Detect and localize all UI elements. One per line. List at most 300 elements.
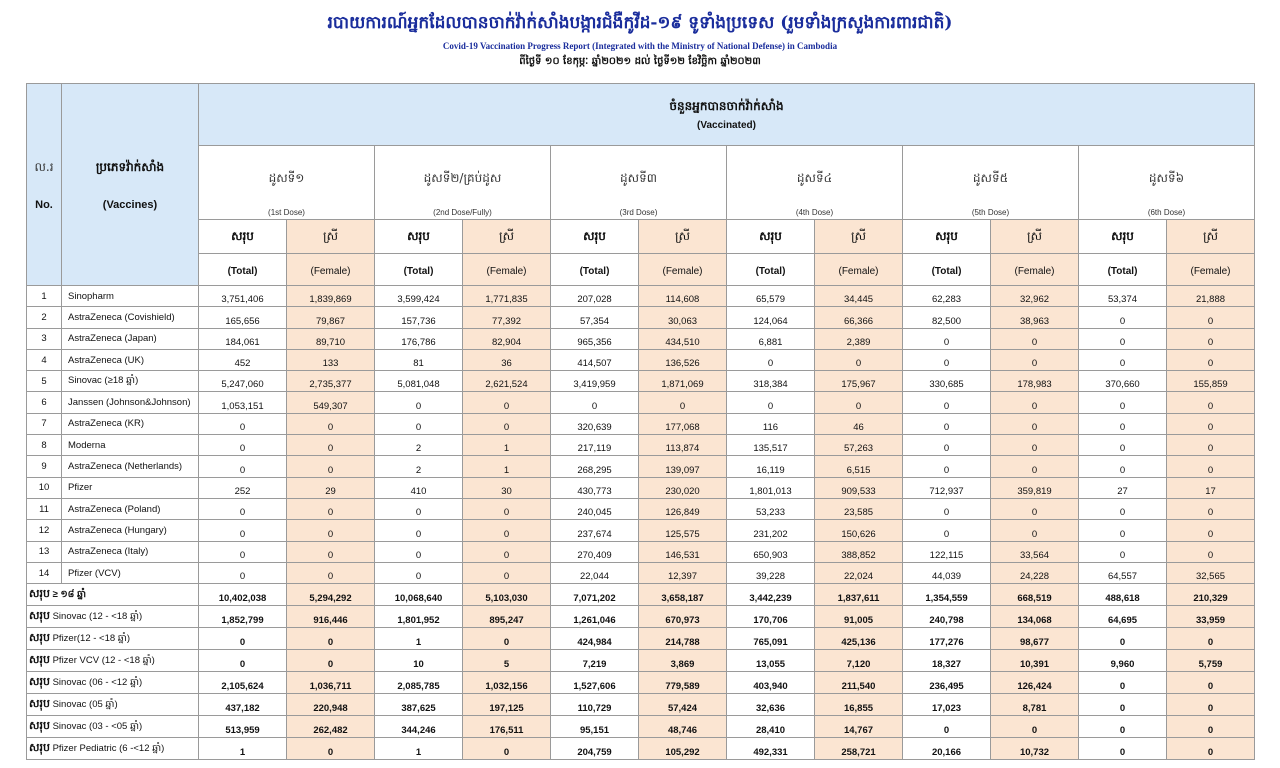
cell-value: 0 — [639, 392, 727, 413]
dose-5-total-header-en — [903, 254, 991, 286]
cell-value: 22,044 — [551, 562, 639, 583]
cell-value: 214,788 — [639, 628, 727, 650]
dose-5-kh: ដូសទី៥ — [972, 171, 1009, 185]
cell-value: 916,446 — [287, 606, 375, 628]
row-number: 6 — [27, 392, 62, 413]
row-number: 7 — [27, 413, 62, 434]
row-number: 4 — [27, 349, 62, 370]
table-row — [27, 541, 1255, 562]
total-label-kh: សរុប — [1111, 229, 1134, 243]
dose-5-total-header-kh — [903, 220, 991, 254]
summary-row — [27, 584, 1255, 606]
total-label-kh: សរុប — [583, 229, 606, 243]
total-label-en: (Total) — [1107, 265, 1138, 277]
cell-value: 0 — [1079, 694, 1167, 716]
cell-value: 184,061 — [199, 328, 287, 349]
cell-value: 0 — [1079, 716, 1167, 738]
cell-value: 965,356 — [551, 328, 639, 349]
vaccines-header-en: (Vaccines) — [102, 198, 158, 211]
cell-value: 1,852,799 — [199, 606, 287, 628]
cell-value: 1 — [463, 435, 551, 456]
cell-value: 10,068,640 — [375, 584, 463, 606]
cell-value: 2 — [375, 456, 463, 477]
dose-1-total-header-en — [199, 254, 287, 286]
report-title-khmer: របាយការណ៍អ្នកដែលបានចាក់វ៉ាក់សាំងបង្ការជំងឺកូវីដ-១៩ ទូទាំងប្រទេស (រួមទាំងក្រសួងការពារជាតិ) — [327, 13, 953, 33]
cell-value: 32,962 — [991, 286, 1079, 307]
vaccine-name: AstraZeneca (Hungary) — [62, 520, 199, 541]
summary-name: Pfizer VCV (12 - <18 ឆ្នាំ) — [52, 654, 155, 666]
cell-value: 252 — [199, 477, 287, 498]
vaccine-name: AstraZeneca (Japan) — [62, 328, 199, 349]
cell-value: 14,767 — [815, 716, 903, 738]
cell-value: 0 — [287, 562, 375, 583]
cell-value: 268,295 — [551, 456, 639, 477]
vaccinated-header-en: (Vaccinated) — [697, 120, 756, 131]
cell-value: 5 — [463, 650, 551, 672]
total-label-kh: សរុប — [407, 229, 430, 243]
cell-value: 177,068 — [639, 413, 727, 434]
summary-total-kh: សរុប — [29, 586, 50, 600]
table-row — [27, 328, 1255, 349]
vaccinated-header-kh: ចំនួនអ្នកបានចាក់វ៉ាក់សាំង — [669, 99, 784, 113]
cell-value: 0 — [463, 498, 551, 519]
row-number: 1 — [27, 286, 62, 307]
female-label-en: (Female) — [662, 265, 703, 277]
cell-value: 240,045 — [551, 498, 639, 519]
report-title-english: Covid-19 Vaccination Progress Report (Integrated with the Ministry of National Defense) in Cambodia — [442, 41, 838, 51]
cell-value: 220,948 — [287, 694, 375, 716]
cell-value: 176,786 — [375, 328, 463, 349]
cell-value: 0 — [1167, 307, 1255, 328]
cell-value: 434,510 — [639, 328, 727, 349]
summary-total-kh: សរុប — [29, 740, 50, 754]
cell-value: 36 — [463, 349, 551, 370]
dose-3-en: (3rd Dose) — [619, 208, 658, 217]
cell-value: 30 — [463, 477, 551, 498]
cell-value: 197,125 — [463, 694, 551, 716]
cell-value: 0 — [1167, 672, 1255, 694]
cell-value: 0 — [551, 392, 639, 413]
cell-value: 89,710 — [287, 328, 375, 349]
cell-value: 1,527,606 — [551, 672, 639, 694]
no-header — [27, 84, 62, 286]
summary-label — [27, 584, 199, 606]
cell-value: 0 — [1079, 435, 1167, 456]
cell-value: 0 — [287, 456, 375, 477]
cell-value: 0 — [903, 392, 991, 413]
dose-4-total-header-kh — [727, 220, 815, 254]
cell-value: 909,533 — [815, 477, 903, 498]
summary-label — [27, 606, 199, 628]
cell-value: 0 — [1167, 738, 1255, 760]
female-label-kh: ស្រី — [499, 229, 514, 243]
cell-value: 230,020 — [639, 477, 727, 498]
cell-value: 178,983 — [991, 371, 1079, 392]
cell-value: 0 — [287, 413, 375, 434]
cell-value: 29 — [287, 477, 375, 498]
cell-value: 1,354,559 — [903, 584, 991, 606]
cell-value: 150,626 — [815, 520, 903, 541]
cell-value: 0 — [903, 328, 991, 349]
cell-value: 240,798 — [903, 606, 991, 628]
vaccine-name: Janssen (Johnson&Johnson) — [62, 392, 199, 413]
cell-value: 0 — [287, 520, 375, 541]
cell-value: 513,959 — [199, 716, 287, 738]
cell-value: 237,674 — [551, 520, 639, 541]
summary-name: Pfizer Pediatric (6 -<12 ឆ្នាំ) — [52, 742, 165, 754]
row-number: 9 — [27, 456, 62, 477]
cell-value: 0 — [991, 456, 1079, 477]
cell-value: 7,071,202 — [551, 584, 639, 606]
cell-value: 0 — [1079, 349, 1167, 370]
cell-value: 53,374 — [1079, 286, 1167, 307]
summary-total-kh: សរុប — [29, 674, 50, 688]
row-number: 12 — [27, 520, 62, 541]
dose-3-header — [551, 146, 727, 220]
total-label-en: (Total) — [931, 265, 962, 277]
table-row — [27, 286, 1255, 307]
cell-value: 0 — [199, 413, 287, 434]
cell-value: 9,960 — [1079, 650, 1167, 672]
cell-value: 0 — [1079, 628, 1167, 650]
cell-value: 0 — [1079, 307, 1167, 328]
row-number: 5 — [27, 371, 62, 392]
vaccine-name: AstraZeneca (Covishield) — [62, 307, 199, 328]
dose-4-female-header-kh — [815, 220, 903, 254]
cell-value: 5,081,048 — [375, 371, 463, 392]
cell-value: 81 — [375, 349, 463, 370]
cell-value: 0 — [815, 349, 903, 370]
cell-value: 0 — [903, 413, 991, 434]
vaccine-name: AstraZeneca (KR) — [62, 413, 199, 434]
dose-2-header — [375, 146, 551, 220]
cell-value: 430,773 — [551, 477, 639, 498]
cell-value: 3,869 — [639, 650, 727, 672]
cell-value: 0 — [903, 349, 991, 370]
cell-value: 0 — [199, 628, 287, 650]
cell-value: 32,565 — [1167, 562, 1255, 583]
cell-value: 146,531 — [639, 541, 727, 562]
subheader-en-row — [27, 254, 1255, 286]
no-header-en: No. — [35, 198, 53, 211]
cell-value: 0 — [991, 413, 1079, 434]
cell-value: 27 — [1079, 477, 1167, 498]
cell-value: 136,526 — [639, 349, 727, 370]
cell-value: 0 — [463, 562, 551, 583]
cell-value: 176,511 — [463, 716, 551, 738]
cell-value: 79,867 — [287, 307, 375, 328]
no-header-kh: ល.រ — [34, 159, 54, 174]
cell-value: 1,837,611 — [815, 584, 903, 606]
summary-label — [27, 738, 199, 760]
table-row — [27, 413, 1255, 434]
cell-value: 0 — [991, 328, 1079, 349]
cell-value: 2,735,377 — [287, 371, 375, 392]
cell-value: 1 — [375, 628, 463, 650]
cell-value: 5,247,060 — [199, 371, 287, 392]
cell-value: 0 — [199, 562, 287, 583]
cell-value: 2,621,524 — [463, 371, 551, 392]
cell-value: 6,881 — [727, 328, 815, 349]
dose-5-female-header-kh — [991, 220, 1079, 254]
dose-2-total-header-en — [375, 254, 463, 286]
cell-value: 211,540 — [815, 672, 903, 694]
vaccine-name: AstraZeneca (UK) — [62, 349, 199, 370]
summary-row — [27, 694, 1255, 716]
dose-4-kh: ដូសទី៤ — [796, 171, 833, 185]
cell-value: 670,973 — [639, 606, 727, 628]
cell-value: 0 — [463, 413, 551, 434]
cell-value: 0 — [1167, 456, 1255, 477]
table-row — [27, 371, 1255, 392]
cell-value: 38,963 — [991, 307, 1079, 328]
cell-value: 0 — [1167, 694, 1255, 716]
cell-value: 0 — [1167, 541, 1255, 562]
cell-value: 57,424 — [639, 694, 727, 716]
summary-row — [27, 716, 1255, 738]
cell-value: 157,736 — [375, 307, 463, 328]
cell-value: 258,721 — [815, 738, 903, 760]
cell-value: 0 — [287, 541, 375, 562]
cell-value: 2 — [375, 435, 463, 456]
cell-value: 165,656 — [199, 307, 287, 328]
vaccination-table — [26, 83, 1255, 760]
cell-value: 231,202 — [727, 520, 815, 541]
dose-5-header — [903, 146, 1079, 220]
cell-value: 33,959 — [1167, 606, 1255, 628]
summary-name: Sinovac (03 - <05 ឆ្នាំ) — [52, 720, 143, 732]
cell-value: 895,247 — [463, 606, 551, 628]
cell-value: 53,233 — [727, 498, 815, 519]
cell-value: 320,639 — [551, 413, 639, 434]
cell-value: 0 — [991, 716, 1079, 738]
report-header — [0, 0, 1280, 80]
cell-value: 116 — [727, 413, 815, 434]
cell-value: 133 — [287, 349, 375, 370]
total-label-en: (Total) — [227, 265, 258, 277]
cell-value: 403,940 — [727, 672, 815, 694]
cell-value: 1,053,151 — [199, 392, 287, 413]
table-body — [27, 286, 1255, 760]
summary-row — [27, 738, 1255, 760]
cell-value: 5,759 — [1167, 650, 1255, 672]
cell-value: 414,507 — [551, 349, 639, 370]
cell-value: 5,294,292 — [287, 584, 375, 606]
summary-row — [27, 650, 1255, 672]
cell-value: 10 — [375, 650, 463, 672]
cell-value: 0 — [1079, 520, 1167, 541]
cell-value: 0 — [903, 498, 991, 519]
cell-value: 0 — [463, 520, 551, 541]
cell-value: 0 — [287, 738, 375, 760]
female-label-kh: ស្រី — [323, 229, 338, 243]
cell-value: 23,585 — [815, 498, 903, 519]
report-date-range: ពីថ្ងៃទី ១០ ខែកុម្ភៈ ឆ្នាំ២០២១ ដល់ ថ្ងៃទី១២ ខែវិច្ឆិកា ឆ្នាំ២០២៣ — [519, 56, 761, 67]
cell-value: 0 — [199, 498, 287, 519]
dose-5-female-header-en — [991, 254, 1079, 286]
cell-value: 2,389 — [815, 328, 903, 349]
cell-value: 0 — [991, 520, 1079, 541]
table-row — [27, 349, 1255, 370]
cell-value: 139,097 — [639, 456, 727, 477]
cell-value: 57,354 — [551, 307, 639, 328]
cell-value: 46 — [815, 413, 903, 434]
cell-value: 0 — [1167, 392, 1255, 413]
cell-value: 30,063 — [639, 307, 727, 328]
summary-row — [27, 672, 1255, 694]
cell-value: 39,228 — [727, 562, 815, 583]
cell-value: 126,849 — [639, 498, 727, 519]
summary-row — [27, 606, 1255, 628]
cell-value: 712,937 — [903, 477, 991, 498]
summary-label — [27, 694, 199, 716]
vaccine-name: Pfizer (VCV) — [62, 562, 199, 583]
cell-value: 0 — [463, 628, 551, 650]
total-label-en: (Total) — [403, 265, 434, 277]
cell-value: 175,967 — [815, 371, 903, 392]
female-label-en: (Female) — [486, 265, 527, 277]
summary-label — [27, 650, 199, 672]
cell-value: 62,283 — [903, 286, 991, 307]
cell-value: 0 — [1167, 328, 1255, 349]
cell-value: 1,839,869 — [287, 286, 375, 307]
cell-value: 0 — [903, 435, 991, 456]
summary-total-kh: សរុប — [29, 652, 50, 666]
cell-value: 650,903 — [727, 541, 815, 562]
cell-value: 1,032,156 — [463, 672, 551, 694]
cell-value: 170,706 — [727, 606, 815, 628]
table-row — [27, 392, 1255, 413]
cell-value: 10,391 — [991, 650, 1079, 672]
summary-name: ≥ ១៨ ឆ្នាំ — [52, 588, 87, 600]
vaccines-header-kh: ប្រភេទវ៉ាក់សាំង — [95, 159, 165, 174]
cell-value: 207,028 — [551, 286, 639, 307]
cell-value: 0 — [1079, 392, 1167, 413]
cell-value: 13,055 — [727, 650, 815, 672]
cell-value: 0 — [903, 716, 991, 738]
cell-value: 122,115 — [903, 541, 991, 562]
cell-value: 0 — [727, 349, 815, 370]
cell-value: 1,771,835 — [463, 286, 551, 307]
cell-value: 410 — [375, 477, 463, 498]
female-label-en: (Female) — [1014, 265, 1055, 277]
cell-value: 204,759 — [551, 738, 639, 760]
cell-value: 424,984 — [551, 628, 639, 650]
cell-value: 437,182 — [199, 694, 287, 716]
dose-3-total-header-en — [551, 254, 639, 286]
dose-3-kh: ដូសទី៣ — [620, 171, 657, 185]
cell-value: 387,625 — [375, 694, 463, 716]
vaccine-name: Sinovac (≥18 ឆ្នាំ) — [62, 371, 199, 392]
cell-value: 3,419,959 — [551, 371, 639, 392]
cell-value: 1,036,711 — [287, 672, 375, 694]
cell-value: 0 — [287, 650, 375, 672]
cell-value: 1 — [199, 738, 287, 760]
cell-value: 0 — [375, 413, 463, 434]
cell-value: 124,064 — [727, 307, 815, 328]
dose-4-header — [727, 146, 903, 220]
cell-value: 0 — [1079, 456, 1167, 477]
dose-3-female-header-en — [639, 254, 727, 286]
dose-2-female-header-kh — [463, 220, 551, 254]
vaccine-name: Pfizer — [62, 477, 199, 498]
summary-name: Sinovac (06 - <12 ឆ្នាំ) — [52, 676, 143, 688]
cell-value: 8,781 — [991, 694, 1079, 716]
cell-value: 5,103,030 — [463, 584, 551, 606]
cell-value: 0 — [1167, 628, 1255, 650]
dose-6-header — [1079, 146, 1255, 220]
cell-value: 210,329 — [1167, 584, 1255, 606]
cell-value: 344,246 — [375, 716, 463, 738]
cell-value: 0 — [199, 456, 287, 477]
summary-total-kh: សរុប — [29, 630, 50, 644]
row-number: 14 — [27, 562, 62, 583]
table-row — [27, 307, 1255, 328]
row-number: 2 — [27, 307, 62, 328]
row-number: 11 — [27, 498, 62, 519]
cell-value: 17,023 — [903, 694, 991, 716]
dose-6-kh: ដូសទី៦ — [1148, 171, 1185, 185]
cell-value: 32,636 — [727, 694, 815, 716]
cell-value: 236,495 — [903, 672, 991, 694]
dose-2-total-header-kh — [375, 220, 463, 254]
total-label-kh: សរុប — [231, 229, 254, 243]
table-row — [27, 456, 1255, 477]
cell-value: 3,442,239 — [727, 584, 815, 606]
cell-value: 452 — [199, 349, 287, 370]
table-row — [27, 477, 1255, 498]
cell-value: 98,677 — [991, 628, 1079, 650]
cell-value: 21,888 — [1167, 286, 1255, 307]
dose-5-en: (5th Dose) — [971, 208, 1010, 217]
cell-value: 0 — [1167, 520, 1255, 541]
cell-value: 0 — [463, 392, 551, 413]
summary-total-kh: សរុប — [29, 718, 50, 732]
vaccine-name: Sinopharm — [62, 286, 199, 307]
dose-4-total-header-en — [727, 254, 815, 286]
cell-value: 7,219 — [551, 650, 639, 672]
cell-value: 488,618 — [1079, 584, 1167, 606]
cell-value: 1,801,013 — [727, 477, 815, 498]
cell-value: 17 — [1167, 477, 1255, 498]
cell-value: 1 — [375, 738, 463, 760]
cell-value: 318,384 — [727, 371, 815, 392]
cell-value: 0 — [727, 392, 815, 413]
row-number: 3 — [27, 328, 62, 349]
cell-value: 0 — [1167, 498, 1255, 519]
cell-value: 0 — [199, 541, 287, 562]
dose-3-total-header-kh — [551, 220, 639, 254]
cell-value: 0 — [1079, 498, 1167, 519]
cell-value: 18,327 — [903, 650, 991, 672]
cell-value: 0 — [287, 435, 375, 456]
summary-label — [27, 672, 199, 694]
cell-value: 57,263 — [815, 435, 903, 456]
cell-value: 0 — [463, 738, 551, 760]
cell-value: 0 — [1167, 435, 1255, 456]
cell-value: 0 — [991, 392, 1079, 413]
cell-value: 0 — [991, 435, 1079, 456]
cell-value: 370,660 — [1079, 371, 1167, 392]
summary-name: Sinovac (12 - <18 ឆ្នាំ) — [52, 610, 143, 622]
cell-value: 113,874 — [639, 435, 727, 456]
cell-value: 0 — [1079, 328, 1167, 349]
cell-value: 1,261,046 — [551, 606, 639, 628]
vaccinated-header — [199, 84, 1255, 146]
dose-2-en: (2nd Dose/Fully) — [433, 208, 492, 217]
cell-value: 0 — [199, 650, 287, 672]
dose-1-female-header-en — [287, 254, 375, 286]
